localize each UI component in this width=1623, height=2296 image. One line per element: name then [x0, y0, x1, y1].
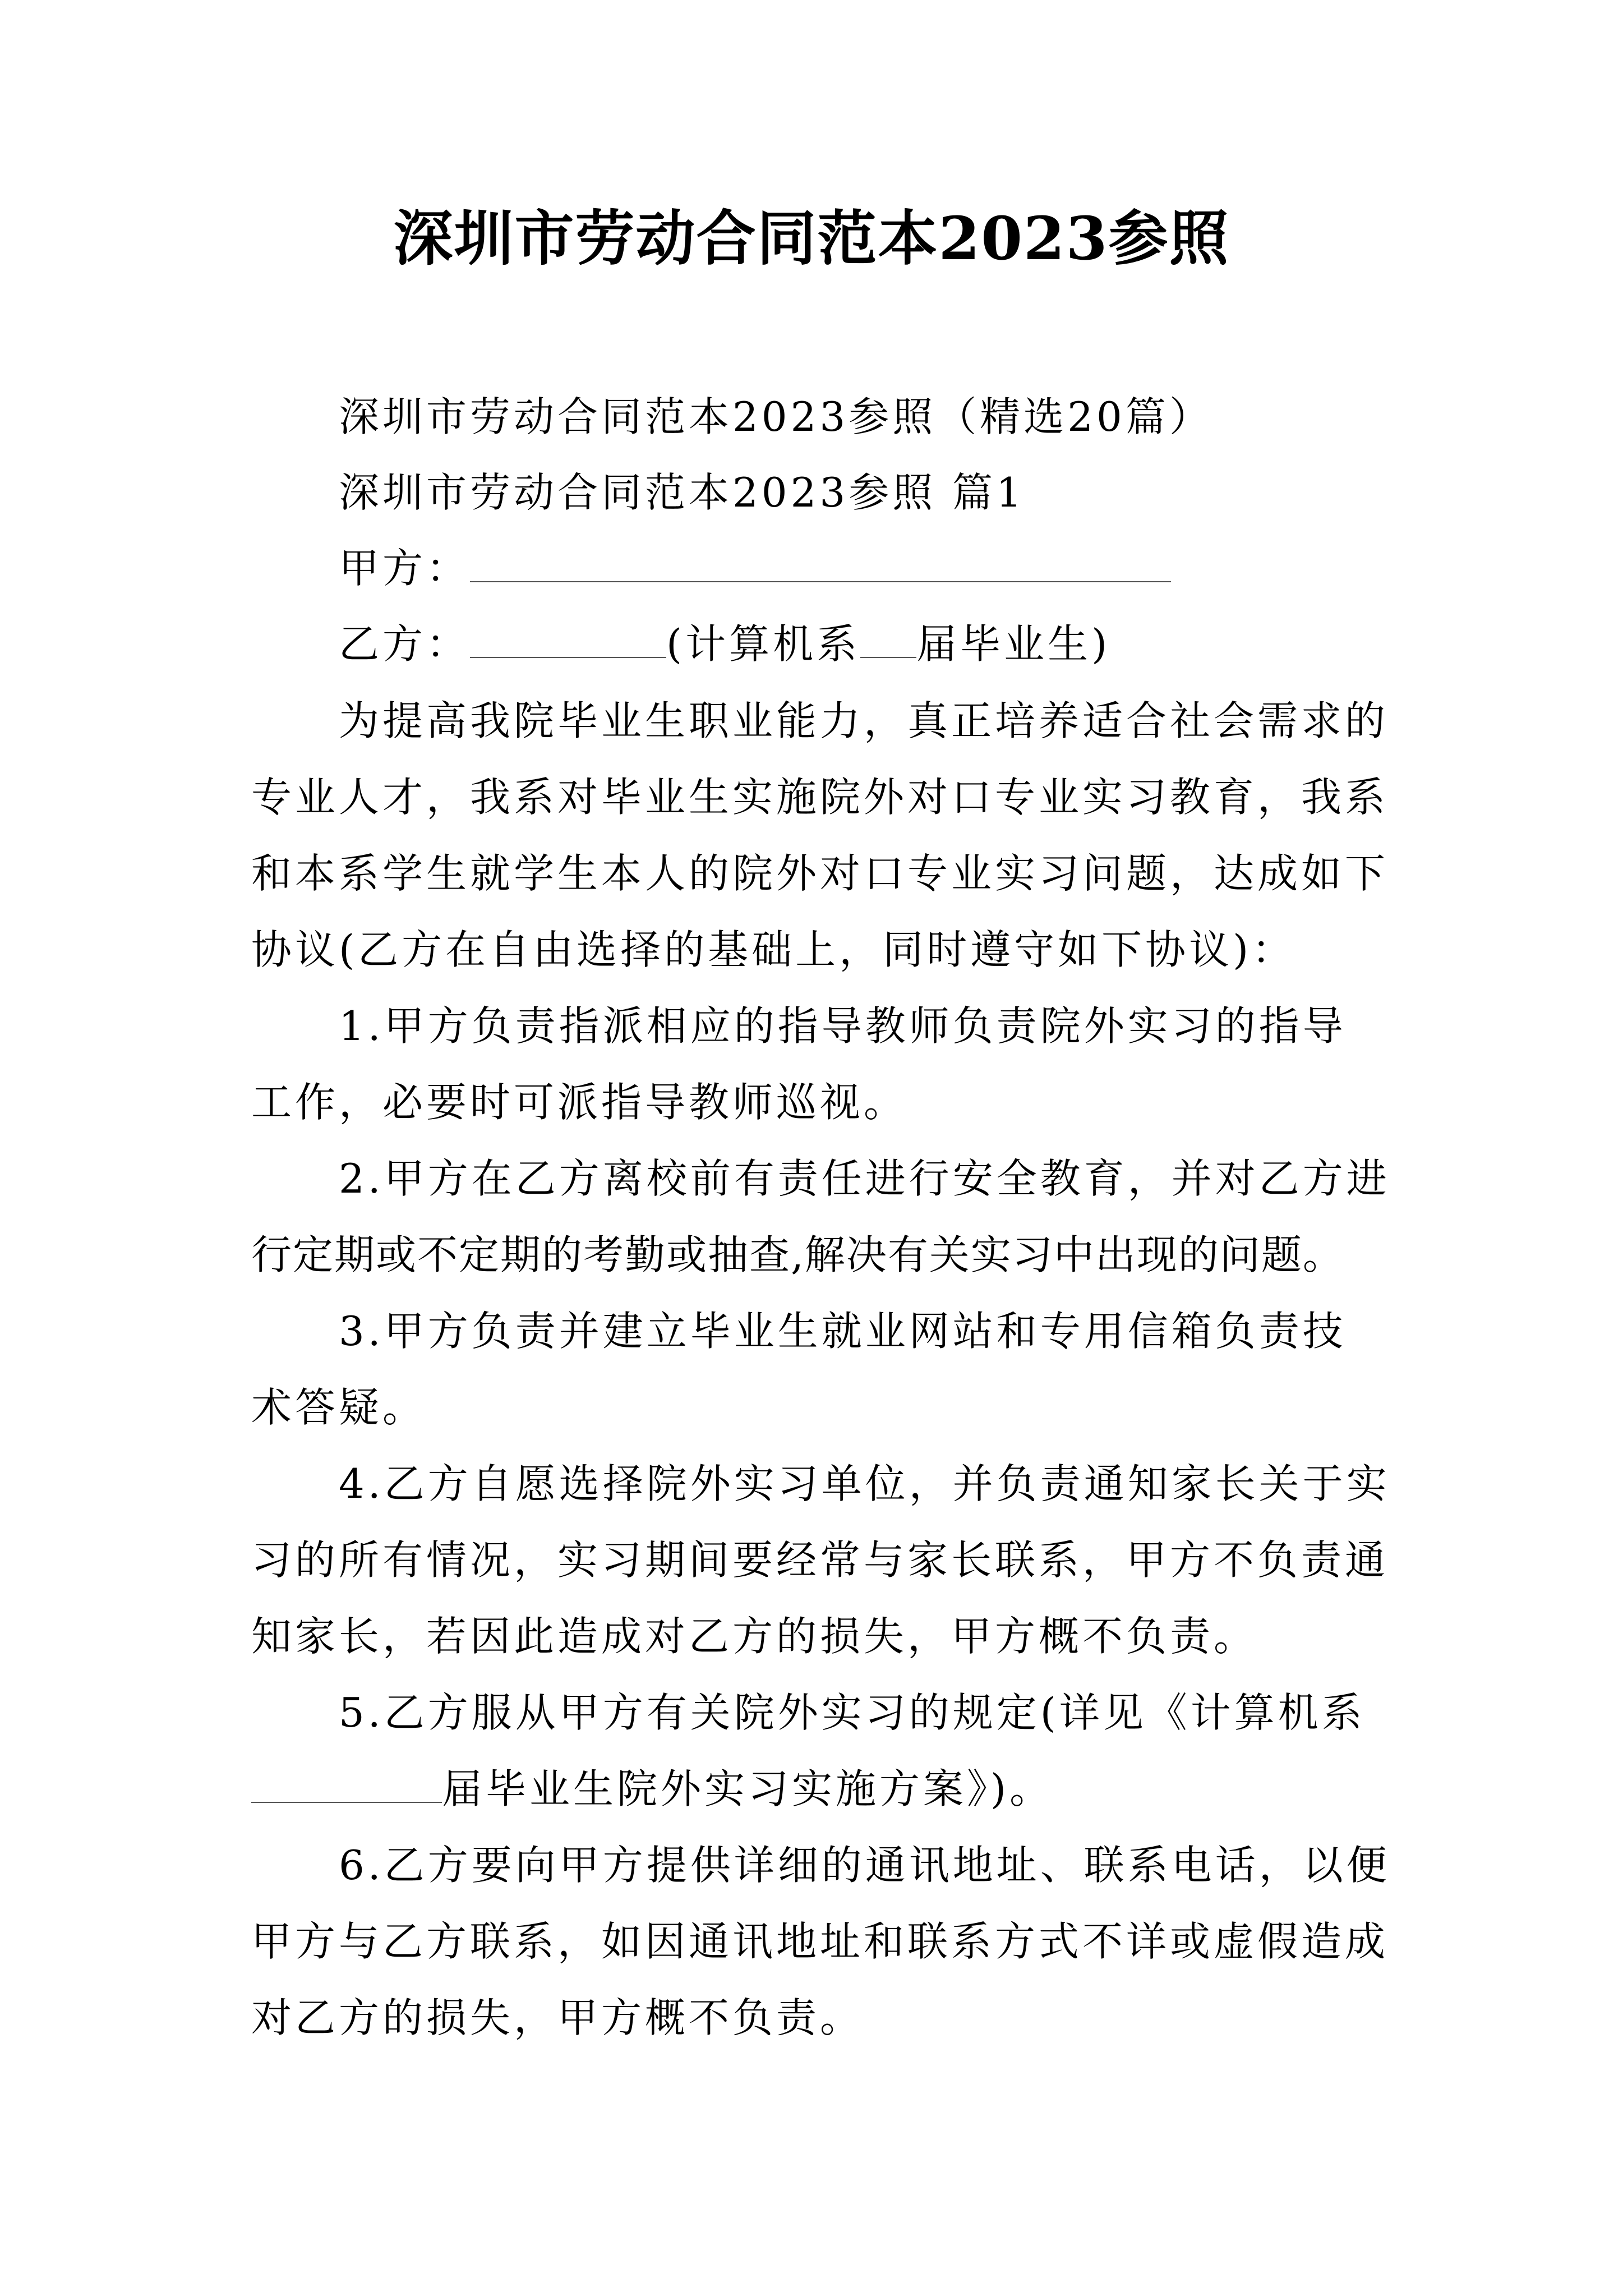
- intro-line: 为提高我院毕业生职业能力，真正培养适合社会需求的: [339, 697, 1389, 744]
- clause-4-line: 4.乙方自愿选择院外实习单位，并负责通知家长关于实: [339, 1460, 1390, 1507]
- intro-line: 专业人才，我系对毕业生实施院外对口专业实习教育，我系: [251, 774, 1389, 821]
- party-b-blank: [470, 625, 666, 658]
- clause-5-line: [251, 1764, 1053, 1814]
- section-heading: 深圳市劳动合同范本2023参照 篇1: [339, 469, 1025, 516]
- party-b-label: 乙方：: [339, 620, 471, 668]
- clause-3-line: 3.甲方负责并建立毕业生就业网站和专用信箱负责技: [339, 1308, 1347, 1355]
- intro-line: 协议(乙方在自由选择的基础上，同时遵守如下协议)：: [251, 926, 1296, 973]
- party-b-dept: (计算机系: [666, 620, 861, 668]
- clause-4-line: 习的所有情况，实习期间要经常与家长联系，甲方不负责通: [251, 1536, 1389, 1584]
- document-title: 深圳市劳动合同范本2023参照: [393, 203, 1230, 273]
- clause-6-line: 对乙方的损失，甲方概不负责。: [251, 1994, 864, 2041]
- clause-1-line: 工作，必要时可派指导教师巡视。: [251, 1079, 908, 1126]
- party-b-grad: 届毕业生): [916, 620, 1111, 668]
- intro-line: 和本系学生就学生本人的院外对口专业实习问题，达成如下: [251, 850, 1389, 897]
- clause-1-line: 1.甲方负责指派相应的指导教师负责院外实习的指导: [339, 1002, 1347, 1050]
- clause-5-line: 5.乙方服从甲方有关院外实习的规定(详见《计算机系: [339, 1689, 1366, 1736]
- clause-2-line: 2.甲方在乙方离校前有责任进行安全教育，并对乙方进: [339, 1155, 1390, 1202]
- clause-5-blank: [251, 1770, 442, 1803]
- clause-6-line: 6.乙方要向甲方提供详细的通讯地址、联系电话，以便: [339, 1842, 1390, 1889]
- party-b-line: [339, 619, 1110, 669]
- party-a-blank: [470, 550, 1171, 582]
- party-a-line: [339, 543, 1171, 593]
- clause-6-line: 甲方与乙方联系，如因通讯地址和联系方式不详或虚假造成: [251, 1918, 1389, 1965]
- clause-2-line: 行定期或不定期的考勤或抽查,解决有关实习中出现的问题。: [251, 1231, 1344, 1278]
- clause-3-line: 术答疑。: [251, 1384, 427, 1431]
- party-a-label: 甲方：: [339, 545, 471, 592]
- clause-4-line: 知家长，若因此造成对乙方的损失，甲方概不负责。: [251, 1613, 1258, 1660]
- party-b-year-blank: [860, 625, 916, 658]
- subtitle: 深圳市劳动合同范本2023参照（精选20篇）: [339, 393, 1213, 440]
- clause-5-text: 届毕业生院外实习实施方案》)。: [442, 1765, 1054, 1812]
